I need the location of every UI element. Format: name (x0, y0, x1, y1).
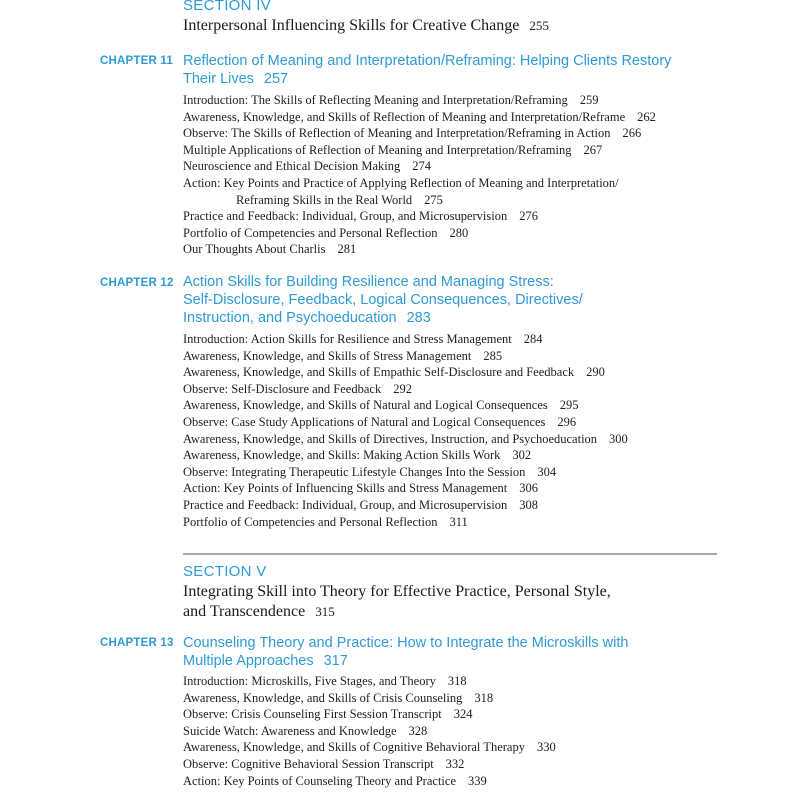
toc-entry-text: Observe: Integrating Therapeutic Lifestyle Changes Into the Session (183, 464, 526, 479)
toc-entry (183, 208, 763, 225)
toc-entry-page: 281 (337, 242, 357, 257)
chapter-11-page: 257 (263, 71, 289, 87)
toc-entry-text: Portfolio of Competencies and Personal Reflection (183, 225, 438, 240)
toc-entry (183, 447, 763, 464)
toc-entry (183, 414, 763, 431)
toc-entry (183, 348, 763, 365)
toc-entry-page: 300 (609, 431, 628, 446)
toc-entry-text: Awareness, Knowledge, and Skills of Crisis Counseling (183, 690, 463, 705)
toc-entry-text: Observe: Cognitive Behavioral Session Transcript (183, 756, 434, 771)
toc-entry-text: Observe: Self-Disclosure and Feedback (183, 381, 382, 396)
toc-entry (183, 480, 763, 497)
toc-entry-page: 296 (557, 414, 577, 429)
toc-entry (183, 225, 763, 242)
toc-entry-text: Introduction: The Skills of Reflecting Meaning and Interpretation/Reframing (183, 93, 568, 107)
toc-entry-text: Introduction: Microskills, Five Stages, and Theory (183, 674, 436, 688)
toc-entry (183, 92, 763, 109)
toc-entry (183, 514, 763, 531)
toc-entry (183, 241, 763, 258)
toc-entry-text: Awareness, Knowledge, and Skills: Making Action Skills Work (183, 448, 501, 463)
chapter-11-title-line2: Their Lives (183, 71, 254, 87)
toc-entry-page: 275 (424, 192, 443, 207)
chapter-11-title-line2-wrap (183, 70, 743, 88)
toc-entry-page: 266 (622, 126, 642, 141)
chapter-12-title (183, 273, 743, 327)
toc-entry-page: 259 (579, 93, 599, 107)
toc-entry (183, 364, 763, 381)
toc-entry (183, 158, 763, 175)
chapter-12-label: CHAPTER 12 (100, 277, 174, 289)
toc-entry-text: Reframing Skills in the Real World (236, 192, 413, 207)
toc-entry-page: 324 (453, 707, 473, 722)
toc-entry-page: 311 (449, 514, 468, 529)
toc-entry-page: 306 (519, 481, 539, 496)
toc-entry (183, 381, 763, 398)
chapter-13-title-line2: Multiple Approaches (183, 653, 314, 669)
chapter-12-title-line1: Action Skills for Building Resilience and Managing Stress: (183, 274, 554, 290)
toc-entry (183, 690, 763, 707)
section-divider (183, 553, 717, 555)
section-4-label: SECTION IV (183, 0, 272, 14)
toc-entry-text: Observe: The Skills of Reflection of Meaning and Interpretation/Reframing in Action (183, 126, 611, 141)
toc-entry-page: 318 (474, 690, 494, 705)
toc-entry-text: Awareness, Knowledge, and Skills of Natural and Logical Consequences (183, 398, 548, 413)
toc-entry-text: Awareness, Knowledge, and Skills of Empathic Self-Disclosure and Feedback (183, 365, 575, 380)
toc-entry-page: 304 (537, 464, 557, 479)
toc-entry-page: 262 (637, 109, 656, 124)
toc-entry-text: Practice and Feedback: Individual, Group, and Microsupervision (183, 497, 508, 512)
section-5-title-line2: and Transcendence (183, 603, 306, 620)
chapter-12-title-line3: Instruction, and Psychoeducation (183, 310, 397, 326)
section-4-title-text: Interpersonal Influencing Skills for Creative Change (183, 17, 520, 34)
section-4-page: 255 (529, 18, 549, 33)
toc-entry (183, 773, 763, 790)
section-5-title-line1: Integrating Skill into Theory for Effective Practice, Personal Style, (183, 583, 611, 600)
chapter-13-entries (183, 673, 763, 789)
toc-entry (183, 497, 763, 514)
toc-entry (183, 192, 763, 209)
toc-entry-page: 284 (523, 332, 543, 346)
toc-entry (183, 175, 763, 192)
toc-entry-text: Practice and Feedback: Individual, Group, and Microsupervision (183, 209, 508, 224)
toc-entry (183, 397, 763, 414)
section-4-title (183, 16, 549, 36)
section-5-label: SECTION V (183, 563, 267, 580)
chapter-11-label: CHAPTER 11 (100, 55, 173, 67)
toc-entry-text: Our Thoughts About Charlis (183, 242, 326, 257)
toc-entry (183, 464, 763, 481)
section-5-title-line2-wrap (183, 602, 611, 622)
chapter-13-title-line1: Counseling Theory and Practice: How to Integrate the Microskills with (183, 635, 629, 651)
toc-entry-text: Suicide Watch: Awareness and Knowledge (183, 723, 397, 738)
toc-entry-page: 280 (449, 225, 469, 240)
toc-entry-page: 274 (412, 159, 432, 174)
chapter-13-title (183, 634, 743, 670)
toc-entry (183, 706, 763, 723)
toc-entry (183, 673, 763, 690)
toc-entry (183, 723, 763, 740)
chapter-12-page: 283 (406, 310, 431, 326)
toc-entry-page: 267 (583, 142, 603, 157)
toc-entry-text: Awareness, Knowledge, and Skills of Reflection of Meaning and Interpretation/Reframe (183, 109, 626, 124)
chapter-12-entries (183, 331, 763, 530)
toc-entry-text: Awareness, Knowledge, and Skills of Cognitive Behavioral Therapy (183, 740, 525, 755)
toc-entry-text: Neuroscience and Ethical Decision Making (183, 159, 401, 174)
toc-entry-page: 308 (519, 497, 538, 512)
toc-entry (183, 142, 763, 159)
toc-entry-page: 302 (512, 448, 532, 463)
toc-entry-page: 339 (468, 773, 487, 788)
toc-entry (183, 331, 763, 348)
toc-entry (183, 109, 763, 126)
toc-entry-page: 290 (586, 365, 605, 380)
toc-entry-text: Observe: Case Study Applications of Natural and Logical Consequences (183, 414, 546, 429)
toc-entry-page: 330 (536, 740, 556, 755)
toc-entry-text: Portfolio of Competencies and Personal Reflection (183, 514, 438, 529)
toc-entry-text: Awareness, Knowledge, and Skills of Stress Management (183, 348, 472, 363)
toc-entry-page: 276 (519, 209, 538, 224)
toc-entry-text: Action: Key Points of Influencing Skills and Stress Management (183, 481, 508, 496)
chapter-11-entries (183, 92, 763, 258)
toc-entry-text: Introduction: Action Skills for Resilience and Stress Management (183, 332, 512, 346)
toc-entry-page: 295 (559, 398, 579, 413)
toc-entry-text: Action: Key Points of Counseling Theory and Practice (183, 773, 456, 788)
toc-entry (183, 431, 763, 448)
chapter-11-title (183, 52, 743, 88)
chapter-12-title-line2: Self-Disclosure, Feedback, Logical Consequences, Directives/ (183, 292, 583, 308)
toc-entry-page: 292 (393, 381, 412, 396)
toc-entry-page: 328 (408, 723, 428, 738)
toc-entry-page: 318 (447, 674, 467, 688)
toc-entry (183, 739, 763, 756)
toc-entry-text: Multiple Applications of Reflection of Meaning and Interpretation/Reframing (183, 142, 572, 157)
toc-entry-text: Awareness, Knowledge, and Skills of Directives, Instruction, and Psychoeducation (183, 431, 598, 446)
chapter-12-title-line3-wrap (183, 309, 743, 327)
chapter-13-label: CHAPTER 13 (100, 637, 174, 649)
toc-entry (183, 125, 763, 142)
toc-entry-page: 332 (445, 756, 465, 771)
chapter-13-title-line2-wrap (183, 652, 743, 670)
section-5-title (183, 582, 611, 622)
chapter-11-title-line1: Reflection of Meaning and Interpretation/Reframing: Helping Clients Restory (183, 53, 672, 69)
chapter-13-page: 317 (323, 653, 348, 669)
toc-entry-text: Observe: Crisis Counseling First Session Transcript (183, 707, 442, 722)
toc-entry-text: Action: Key Points and Practice of Applying Reflection of Meaning and Interpretation/ (183, 175, 619, 190)
toc-entry-page: 285 (483, 348, 503, 363)
toc-entry (183, 756, 763, 773)
section-5-page: 315 (315, 604, 335, 619)
